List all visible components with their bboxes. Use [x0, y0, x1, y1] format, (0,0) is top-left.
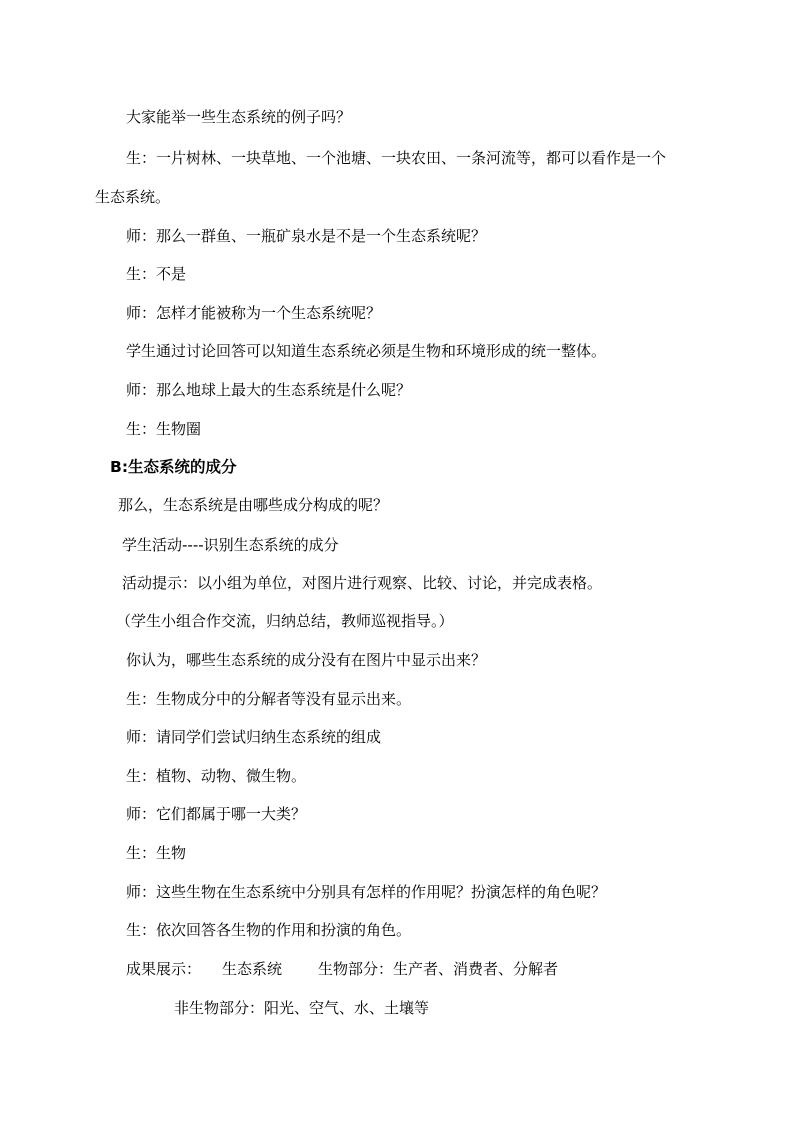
paragraph-line: 那么，生态系统是由哪些成分构成的呢？	[118, 496, 389, 514]
paragraph-line: 生态系统。	[95, 188, 171, 206]
paragraph-line: 生：依次回答各生物的作用和扮演的角色。	[126, 921, 412, 939]
paragraph-line: 生：不是	[126, 265, 187, 283]
result-system: 生态系统	[222, 960, 283, 978]
paragraph-line: 师：那么地球上最大的生态系统是什么呢？	[126, 381, 412, 399]
paragraph-line: （学生小组合作交流，归纳总结，教师巡视指导。）	[116, 612, 454, 630]
paragraph-line: 大家能举一些生态系统的例子吗？	[126, 108, 352, 126]
result-label: 成果展示：	[126, 960, 202, 978]
paragraph-line: 活动提示：以小组为单位，对图片进行观察、比较、讨论，并完成表格。	[122, 574, 603, 592]
paragraph-line: 生：生物	[126, 844, 187, 862]
paragraph-line: 生：一片树林、一块草地、一个池塘、一块农田、一条河流等，都可以看作是一个	[126, 149, 667, 167]
paragraph-line: 师：那么一群鱼、一瓶矿泉水是不是一个生态系统呢？	[126, 227, 487, 245]
paragraph-line: 生：植物、动物、微生物。	[126, 767, 307, 785]
paragraph-line: 学生活动----识别生态系统的成分	[122, 536, 339, 554]
paragraph-line: 师：它们都属于哪一大类？	[126, 805, 307, 823]
paragraph-line: 你认为，哪些生态系统的成分没有在图片中显示出来？	[126, 651, 487, 669]
result-nonbio-part: 非生物部分：阳光、空气、水、土壤等	[174, 999, 430, 1017]
paragraph-line: 师：怎样才能被称为一个生态系统呢？	[126, 304, 382, 322]
section-heading: B:生态系统的成分	[110, 458, 237, 476]
paragraph-line: 师：这些生物在生态系统中分别具有怎样的作用呢？扮演怎样的角色呢？	[126, 883, 607, 901]
paragraph-line: 师：请同学们尝试归纳生态系统的组成	[126, 728, 382, 746]
paragraph-line: 生：生物圈	[126, 420, 202, 438]
paragraph-line: 学生通过讨论回答可以知道生态系统必须是生物和环境形成的统一整体。	[126, 342, 607, 360]
paragraph-line: 生：生物成分中的分解者等没有显示出来。	[126, 690, 412, 708]
result-bio-part: 生物部分：生产者、消费者、分解者	[318, 960, 559, 978]
